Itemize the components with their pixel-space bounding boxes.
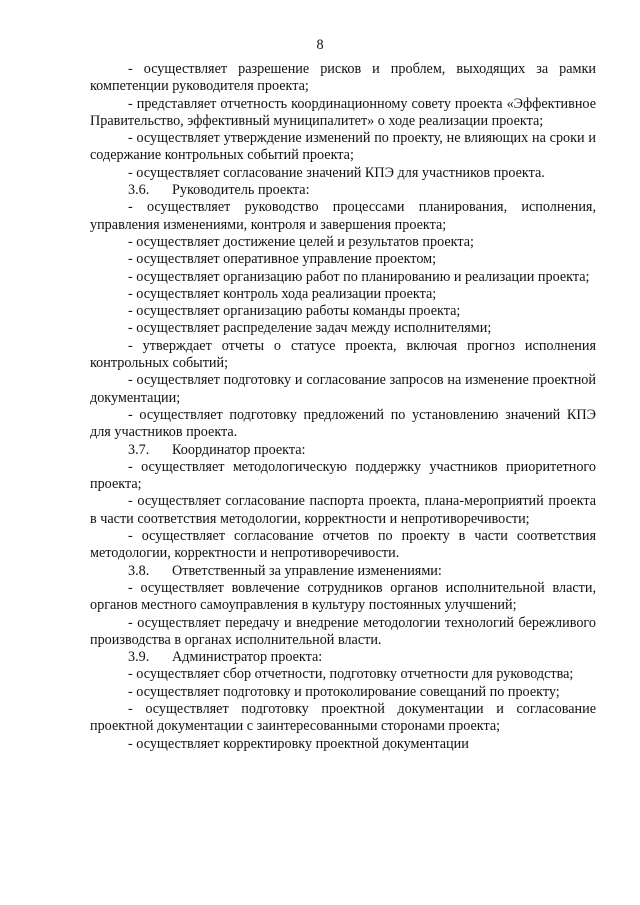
section-heading xyxy=(90,182,596,199)
list-item xyxy=(90,459,596,494)
list-item xyxy=(90,320,596,337)
list-item-text: - осуществляет подготовку и протоколирование совещаний по проекту; xyxy=(128,683,560,700)
list-item xyxy=(90,615,596,650)
list-item xyxy=(90,666,596,683)
list-item-text: - осуществляет организацию работы команды проекта; xyxy=(128,303,461,320)
list-item xyxy=(90,96,596,131)
list-item-text: - осуществляет согласование паспорта проекта, плана-мероприятий проекта в части соответствия методологии, корректности и непротиворечивости; xyxy=(90,493,596,527)
section-number: 3.8. xyxy=(128,562,150,579)
list-item-text: - осуществляет руководство процессами планирования, исполнения, управления изменениями, контроля и завершения проекта; xyxy=(90,199,596,233)
list-item-text: - осуществляет распределение задач между исполнителями; xyxy=(128,320,492,337)
list-item xyxy=(90,338,596,373)
list-item xyxy=(90,286,596,303)
list-item-text: - осуществляет передачу и внедрение методологии технологий бережливого производства в органах исполнительной власти. xyxy=(90,614,596,648)
document-body xyxy=(90,61,596,753)
list-item xyxy=(90,303,596,320)
list-item xyxy=(90,493,596,528)
list-item-text: - утверждает отчеты о статусе проекта, включая прогноз исполнения контрольных событий; xyxy=(90,337,596,372)
list-item xyxy=(90,199,596,234)
list-item xyxy=(90,701,596,736)
list-item xyxy=(90,234,596,251)
section-heading xyxy=(90,649,596,666)
list-item-text: - представляет отчетность координационному совету проекта «Эффективное Правительство, эффективный муниципалитет» о ходе реализации проекта; xyxy=(90,95,596,129)
section-number: 3.7. xyxy=(128,441,150,458)
section-title: Координатор проекта: xyxy=(172,441,306,458)
section-heading xyxy=(90,442,596,459)
list-item-text: - осуществляет согласование значений КПЭ для участников проекта. xyxy=(128,164,545,181)
list-item xyxy=(90,580,596,615)
list-item xyxy=(90,61,596,96)
list-item-text: - осуществляет организацию работ по планированию и реализации проекта; xyxy=(128,268,590,285)
list-item xyxy=(90,684,596,701)
list-item xyxy=(90,528,596,563)
list-item-text: - осуществляет контроль хода реализации проекта; xyxy=(128,285,437,302)
list-item-text: - осуществляет методологическую поддержку участников приоритетного проекта; xyxy=(90,458,596,493)
section-heading xyxy=(90,563,596,580)
section-title: Администратор проекта: xyxy=(172,649,323,666)
section-number: 3.9. xyxy=(128,649,150,666)
list-item xyxy=(90,372,596,407)
list-item xyxy=(90,407,596,442)
list-item-text: - осуществляет вовлечение сотрудников органов исполнительной власти, органов местного самоуправления в культуру постоянных улучшений; xyxy=(90,579,596,614)
list-item-text: - осуществляет достижение целей и результатов проекта; xyxy=(128,233,474,250)
list-item-text: - осуществляет корректировку проектной документации xyxy=(128,735,469,752)
list-item-text: - осуществляет оперативное управление проектом; xyxy=(128,251,437,268)
section-number: 3.6. xyxy=(128,182,150,199)
list-item-text: - осуществляет согласование отчетов по проекту в части соответствия методологии, корректности и непротиворечивости. xyxy=(90,528,596,562)
list-item-text: - осуществляет разрешение рисков и проблем, выходящих за рамки компетенции руководителя проекта; xyxy=(90,61,596,95)
list-item xyxy=(90,130,596,165)
list-item-text: - осуществляет подготовку и согласование запросов на изменение проектной документации; xyxy=(90,372,596,406)
section-title: Руководитель проекта: xyxy=(172,182,310,199)
list-item-text: - осуществляет утверждение изменений по проекту, не влияющих на сроки и содержание контрольных событий проекта; xyxy=(90,130,596,164)
section-title: Ответственный за управление изменениями: xyxy=(172,562,442,579)
list-item xyxy=(90,165,596,182)
list-item-text: - осуществляет подготовку проектной документации и согласование проектной документации с заинтересованными сторонами проекта; xyxy=(90,700,596,735)
list-item-text: - осуществляет подготовку предложений по установлению значений КПЭ для участников проекта. xyxy=(90,406,596,441)
list-item xyxy=(90,269,596,286)
list-item xyxy=(90,251,596,268)
list-item xyxy=(90,736,596,753)
list-item-text: - осуществляет сбор отчетности, подготовку отчетности для руководства; xyxy=(128,666,574,683)
page-number: 8 xyxy=(316,37,324,53)
